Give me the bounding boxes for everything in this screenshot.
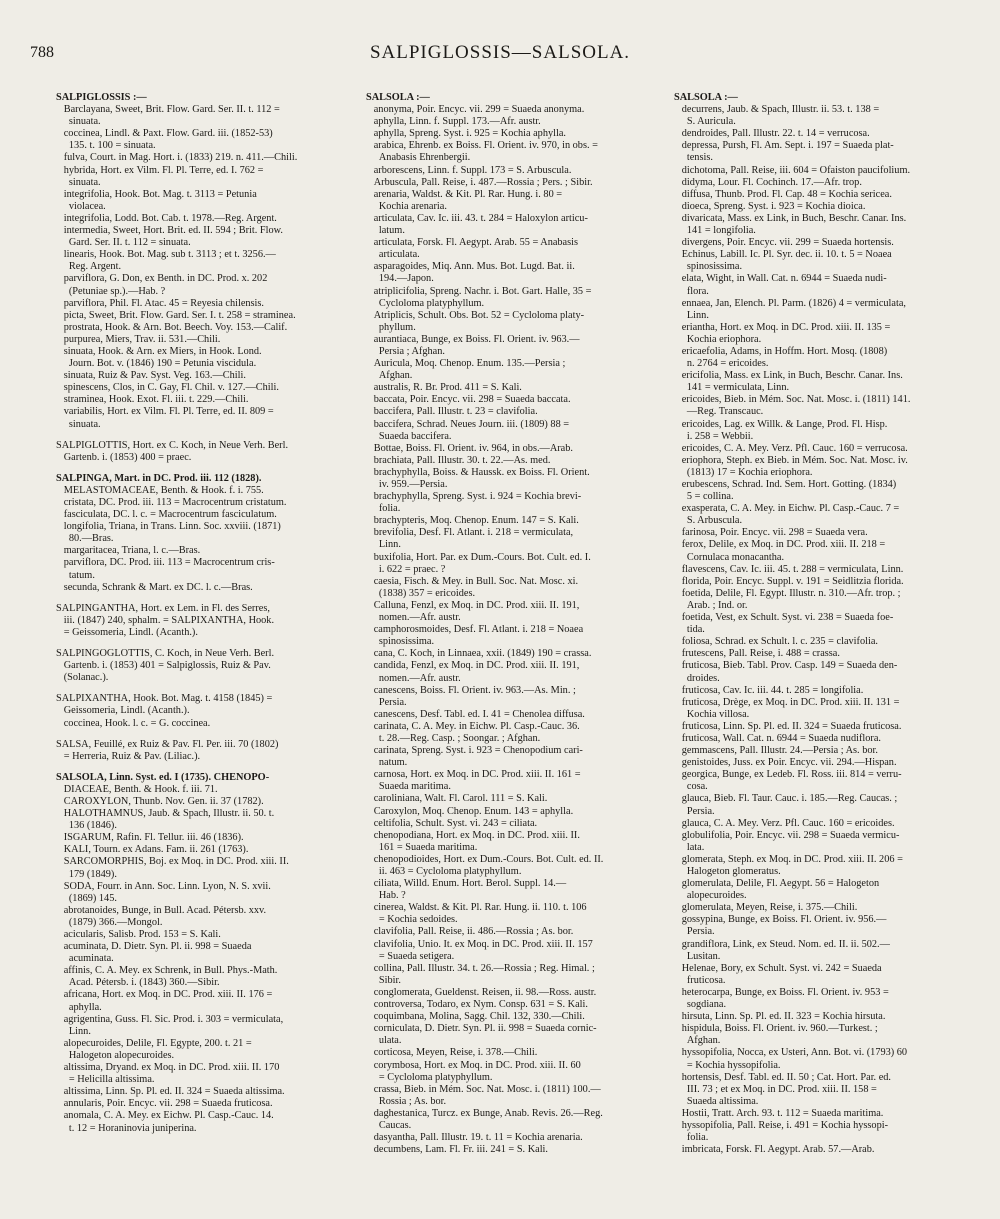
index-line: canescens, Boiss. Fl. Orient. iv. 963.—As. Min. ; xyxy=(366,684,576,696)
index-line: alopecuroides. xyxy=(674,890,747,902)
index-line: heterocarpa, Bunge, ex Boiss. Fl. Orient. iv. 953 = xyxy=(674,986,889,998)
index-line: ii. 463 = Cycloloma platyphyllum. xyxy=(366,866,522,877)
index-line: longifolia, Triana, in Trans. Linn. Soc. xxviii. (1871) xyxy=(56,521,281,533)
index-line: fruticosa, Linn. Sp. Pl. ed. II. 324 = Suaeda fruticosa. xyxy=(674,720,902,732)
index-line: violacea. xyxy=(56,200,106,212)
index-line: 179 (1849). xyxy=(56,868,117,880)
index-line: erubescens, Schrad. Ind. Sem. Hort. Gotting. (1834) xyxy=(674,479,897,490)
index-line: coccinea, Hook. l. c. = G. coccinea. xyxy=(56,717,211,729)
index-line: aphylla. xyxy=(56,1001,102,1013)
index-line: Gartenb. i. (1853) 401 = Salpiglossis, Ruiz & Pav. xyxy=(56,660,271,672)
index-line: daghestanica, Turcz. ex Bunge, Anab. Revis. 26.—Reg. xyxy=(366,1107,603,1119)
index-line: canescens, Desf. Tabl. ed. I. 41 = Chenolea diffusa. xyxy=(366,708,585,720)
genus-heading: SALSOLA :— xyxy=(674,92,738,103)
index-line: cana, C. Koch, in Linnaea, xxii. (1849) 190 = crassa. xyxy=(366,648,592,660)
entry-gap xyxy=(56,464,348,473)
index-line: fruticosa, Drège, ex Moq. in DC. Prod. xiii. II. 131 = xyxy=(674,696,900,708)
index-line: articulata. xyxy=(366,249,420,261)
index-line: eriophora, Steph. ex Bieb. in Mém. Soc. Nat. Mosc. iv. xyxy=(674,454,908,466)
index-line: spinescens, Clos, in C. Gay, Fl. Chil. v. 127.—Chili. xyxy=(56,382,279,394)
entry-gap xyxy=(56,431,348,440)
index-line: parviflora, Phil. Fl. Atac. 45 = Reyesia chilensis. xyxy=(56,297,264,309)
index-line: lata. xyxy=(674,841,705,853)
genus-heading: SALPINGA, Mart. in DC. Prod. iii. 112 (1828). xyxy=(56,472,262,484)
index-line: droides. xyxy=(674,672,720,684)
index-line: aurantiaca, Bunge, ex Boiss. Fl. Orient. iv. 963.— xyxy=(366,333,580,345)
index-line: corymbosa, Hort. ex Moq. in DC. Prod. xiii. II. 60 xyxy=(366,1059,581,1071)
index-line: aphylla, Linn. f. Suppl. 173.—Afr. austr. xyxy=(366,116,541,128)
index-line: (Solanac.). xyxy=(56,672,109,684)
index-line: farinosa, Poir. Encyc. vii. 298 = Suaeda vera. xyxy=(674,527,868,539)
index-line: folia. xyxy=(674,1132,709,1144)
index-line: cinerea, Waldst. & Kit. Pl. Rar. Hung. ii. 110. t. 106 xyxy=(366,902,587,914)
index-line: 161 = Suaeda maritima. xyxy=(366,841,478,853)
index-line: didyma, Lour. Fl. Cochinch. 17.—Afr. trop. xyxy=(674,176,862,188)
index-line: Persia. xyxy=(674,926,715,938)
index-line: ericoides, Lag. ex Willk. & Lange, Prod. Fl. Hisp. xyxy=(674,418,888,430)
index-line: SODA, Fourr. in Ann. Soc. Linn. Lyon, N. S. xvii. xyxy=(56,880,271,892)
index-line: (Petuniae sp.).—Hab. ? xyxy=(56,285,166,297)
index-line: ennaea, Jan, Elench. Pl. Parm. (1826) 4 = vermiculata, xyxy=(674,297,906,309)
index-line: Geissomeria, Lindl. (Acanth.). xyxy=(56,705,190,717)
index-line: Sibir. xyxy=(366,974,401,986)
index-line: abrotanoides, Bunge, in Bull. Acad. Pétersb. xxv. xyxy=(56,904,267,916)
index-line: arenaria, Waldst. & Kit. Pl. Rar. Hung. i. 80 = xyxy=(366,188,563,200)
index-line: caesia, Fisch. & Mey. in Bull. Soc. Nat. Mosc. xi. xyxy=(366,575,579,587)
index-line: 141 = longifolia. xyxy=(674,225,756,237)
index-line: baccifera, Pall. Illustr. t. 23 = clavifolia. xyxy=(366,406,538,418)
index-line: baccata, Poir. Encyc. vii. 298 = Suaeda baccata. xyxy=(366,394,571,406)
index-line: brachyphylla, Boiss. & Haussk. ex Boiss. Fl. Orient. xyxy=(366,466,590,478)
index-line: iii. (1847) 240, sphalm. = SALPIXANTHA, Hook. xyxy=(56,614,275,626)
index-line: affinis, C. A. Mey. ex Schrenk, in Bull. Phys.-Math. xyxy=(56,965,278,977)
index-line: ericoides, C. A. Mey. Verz. Pfl. Cauc. 160 = verrucosa. xyxy=(674,442,908,454)
index-line: Rossia ; As. bor. xyxy=(366,1095,447,1107)
index-line: S. Arbuscula. xyxy=(674,515,743,527)
index-line: glauca, Bieb. Fl. Taur. Cauc. i. 185.—Reg. Caucas. ; xyxy=(674,793,898,805)
index-line: Persia. xyxy=(366,696,407,708)
index-line: = Geissomeria, Lindl. (Acanth.). xyxy=(56,626,198,638)
index-line: Calluna, Fenzl, ex Moq. in DC. Prod. xiii. II. 191, xyxy=(366,599,580,611)
index-line: Caroxylon, Moq. Chenop. Enum. 143 = aphylla. xyxy=(366,805,574,817)
index-line: Echinus, Labill. Ic. Pl. Syr. dec. ii. 10. t. 5 = Noaea xyxy=(674,249,892,261)
index-line: glomerata, Steph. ex Moq. in DC. Prod. xiii. II. 206 = xyxy=(674,853,903,865)
index-line: tida. xyxy=(674,624,705,636)
index-line: i. 622 = praec. ? xyxy=(366,563,446,575)
index-line: intermedia, Sweet, Hort. Brit. ed. II. 594 ; Brit. Flow. xyxy=(56,225,283,237)
index-line: sinuata, Hook. & Arn. ex Miers, in Hook. Lond. xyxy=(56,345,262,357)
index-line: linearis, Hook. Bot. Mag. sub t. 3113 ; et t. 3256.— xyxy=(56,249,276,261)
index-line: ISGARUM, Rafin. Fl. Tellur. iii. 46 (1836). xyxy=(56,832,244,844)
index-line: parviflora, DC. Prod. iii. 113 = Macrocentrum cris- xyxy=(56,557,275,569)
index-line: altissima, Linn. Sp. Pl. ed. II. 324 = Suaeda altissima. xyxy=(56,1086,285,1098)
entry-gap xyxy=(56,763,348,772)
entry-gap xyxy=(56,730,348,739)
index-line: S. Auricula. xyxy=(674,116,736,128)
index-line: fruticosa, Cav. Ic. iii. 44. t. 285 = longifolia. xyxy=(674,684,864,696)
index-line: altissima, Dryand. ex Moq. in DC. Prod. xiii. II. 170 xyxy=(56,1062,280,1074)
index-line: decumbens, Lam. Fl. Fr. iii. 241 = S. Kali. xyxy=(366,1144,548,1156)
index-line: Afghan. xyxy=(674,1035,721,1047)
index-line: gemmascens, Pall. Illustr. 24.—Persia ; As. bor. xyxy=(674,745,878,757)
page-number: 788 xyxy=(30,44,54,61)
index-line: Reg. Argent. xyxy=(56,261,122,273)
index-line: annularis, Poir. Encyc. vii. 298 = Suaeda fruticosa. xyxy=(56,1098,273,1110)
index-line: acuminata, D. Dietr. Syn. Pl. ii. 998 = Suaeda xyxy=(56,941,252,953)
index-line: sinuata. xyxy=(56,418,101,430)
index-line: Suaeda baccifera. xyxy=(366,430,452,442)
index-line: fasciculata, DC. l. c. = Macrocentrum fasciculatum. xyxy=(56,509,277,521)
index-line: margaritacea, Triana, l. c.—Bras. xyxy=(56,545,201,557)
entry-gap xyxy=(56,594,348,603)
index-line: t. 28.—Reg. Casp. ; Soongar. ; Afghan. xyxy=(366,732,541,744)
index-line: Auricula, Moq. Chenop. Enum. 135.—Persia ; xyxy=(366,358,566,370)
index-line: divaricata, Mass. ex Link, in Buch, Beschr. Canar. Ins. xyxy=(674,212,907,224)
index-line: grandiflora, Link, ex Steud. Nom. ed. II. ii. 502.— xyxy=(674,938,890,950)
index-line: prostrata, Hook. & Arn. Bot. Beech. Voy. 153.—Calif. xyxy=(56,321,288,333)
index-line: = Cycloloma platyphyllum. xyxy=(366,1071,493,1083)
index-line: SALPINGOGLOTTIS, C. Koch, in Neue Verh. Berl. xyxy=(56,648,275,660)
index-line: dioeca, Spreng. Syst. i. 923 = Kochia dioica. xyxy=(674,200,866,212)
index-line: = Kochia hyssopifolia. xyxy=(674,1059,781,1071)
index-line: glomerulata, Meyen, Reise, i. 375.—Chili. xyxy=(674,902,858,914)
index-line: Gartenb. i. (1853) 400 = praec. xyxy=(56,451,192,463)
index-line: 194.—Japon. xyxy=(366,273,434,285)
index-line: SALPIXANTHA, Hook. Bot. Mag. t. 4158 (1845) = xyxy=(56,693,273,705)
running-head: SALPIGLOSSIS—SALSOLA. xyxy=(369,42,631,63)
index-line: florida, Poir. Encyc. Suppl. v. 191 = Seidlitzia florida. xyxy=(674,575,904,587)
index-line: brachypteris, Moq. Chenop. Enum. 147 = S. Kali. xyxy=(366,515,579,527)
index-line: Helenae, Bory, ex Schult. Syst. vi. 242 = Suaeda xyxy=(674,962,882,974)
index-line: articulata, Forsk. Fl. Aegypt. Arab. 55 = Anabasis xyxy=(366,237,579,249)
index-line: iv. 959.—Persia. xyxy=(366,479,448,490)
index-line: chenopodioides, Hort. ex Dum.-Cours. Bot. Cult. ed. II. xyxy=(366,853,604,865)
index-line: brachiata, Pall. Illustr. 30. t. 22.—As. med. xyxy=(366,454,551,466)
index-line: arabica, Ehrenb. ex Boiss. Fl. Orient. iv. 970, in obs. = xyxy=(366,140,598,152)
index-line: fruticosa, Wall. Cat. n. 6944 = Suaeda nudiflora. xyxy=(674,732,881,744)
index-line: DIACEAE, Benth. & Hook. f. iii. 71. xyxy=(56,783,218,795)
index-line: Arab. ; Ind. or. xyxy=(674,599,748,611)
index-line: diffusa, Thunb. Prod. Fl. Cap. 48 = Kochia sericea. xyxy=(674,188,892,200)
index-line: nomen.—Afr. austr. xyxy=(366,612,461,624)
index-line: n. 2764 = ericoides. xyxy=(674,358,769,370)
index-line: Journ. Bot. v. (1846) 190 = Petunia viscidula. xyxy=(56,358,257,370)
index-column-1 xyxy=(56,92,348,1192)
index-line: Linn. xyxy=(674,309,709,321)
index-line: foetida, Delile, Fl. Egypt. Illustr. n. 310.—Afr. trop. ; xyxy=(674,587,901,599)
index-line: Kochia villosa. xyxy=(674,708,750,720)
index-line: Kochia arenaria. xyxy=(366,200,447,212)
index-line: (1813) 17 = Kochia eriophora. xyxy=(674,466,813,478)
index-line: (1879) 366.—Mongol. xyxy=(56,916,163,928)
index-line: Linn. xyxy=(56,1025,91,1037)
entry-gap xyxy=(56,684,348,693)
index-line: glauca, C. A. Mey. Verz. Pfl. Cauc. 160 = ericoides. xyxy=(674,817,895,829)
index-line: latum. xyxy=(366,225,405,237)
index-line: atriplicifolia, Spreng. Nachr. i. Bot. Gart. Halle, 35 = xyxy=(366,285,592,297)
index-line: candida, Fenzl, ex Moq. in DC. Prod. xiii. II. 191, xyxy=(366,660,580,672)
index-line: Anabasis Ehrenbergii. xyxy=(366,152,471,164)
index-line: secunda, Schrank & Mart. ex DC. l. c.—Bras. xyxy=(56,581,253,593)
index-line: (1838) 357 = ericoides. xyxy=(366,587,476,599)
index-line: eriantha, Hort. ex Moq. in DC. Prod. xiii. II. 135 = xyxy=(674,321,891,333)
index-line: carinata, Spreng. Syst. i. 923 = Chenopodium cari- xyxy=(366,745,583,757)
index-line: anomala, C. A. Mey. ex Eichw. Pl. Casp.-Cauc. 14. xyxy=(56,1110,274,1122)
index-line: —Reg. Transcauc. xyxy=(674,406,764,418)
index-line: ericaefolia, Adams, in Hoffm. Hort. Mosq. (1808) xyxy=(674,345,888,357)
index-line: Persia. xyxy=(674,805,715,817)
index-line: = Herreria, Ruiz & Pav. (Liliac.). xyxy=(56,750,201,762)
index-line: Linn. xyxy=(366,539,401,551)
index-line: Caucas. xyxy=(366,1119,412,1131)
index-line: arborescens, Linn. f. Suppl. 173 = S. Arbuscula. xyxy=(366,164,572,176)
index-line: SALPIGLOTTIS, Hort. ex C. Koch, in Neue Verh. Berl. xyxy=(56,439,289,451)
index-line: Atriplicis, Schult. Obs. Bot. 52 = Cycloloma platy- xyxy=(366,309,585,321)
index-line: Arbuscula, Pall. Reise, i. 487.—Rossia ; Pers. ; Sibir. xyxy=(366,176,593,188)
index-line: buxifolia, Hort. Par. ex Dum.-Cours. Bot. Cult. ed. I. xyxy=(366,551,591,563)
index-line: Acad. Pétersb. i. (1843) 360.—Sibir. xyxy=(56,977,220,989)
index-line: integrifolia, Lodd. Bot. Cab. t. 1978.—Reg. Argent. xyxy=(56,212,277,224)
index-line: integrifolia, Hook. Bot. Mag. t. 3113 = Petunia xyxy=(56,188,257,200)
index-line: fruticosa, Bieb. Tabl. Prov. Casp. 149 = Suaeda den- xyxy=(674,660,898,672)
index-line: MELASTOMACEAE, Benth. & Hook. f. i. 755. xyxy=(56,484,264,496)
index-line: decurrens, Jaub. & Spach, Illustr. ii. 53. t. 138 = xyxy=(674,104,880,116)
index-line: Cycloloma platyphyllum. xyxy=(366,297,485,309)
index-line: 136 (1846). xyxy=(56,820,117,832)
index-line: caroliniana, Walt. Fl. Carol. 111 = S. Kali. xyxy=(366,793,548,805)
index-line: parviflora, G. Don, ex Benth. in DC. Prod. x. 202 xyxy=(56,273,268,285)
index-line: cristata, DC. Prod. iii. 113 = Macrocentrum cristatum. xyxy=(56,497,287,508)
index-line: III. 73 ; et ex Moq. in DC. Prod. xiii. II. 158 = xyxy=(674,1083,877,1095)
index-line: dasyantha, Pall. Illustr. 19. t. 11 = Kochia arenaria. xyxy=(366,1132,583,1144)
index-line: ericifolia, Mass. ex Link, in Buch, Beschr. Canar. Ins. xyxy=(674,370,903,382)
index-line: camphorosmoides, Desf. Fl. Atlant. i. 218 = Noaea xyxy=(366,624,584,636)
index-line: globulifolia, Poir. Encyc. vii. 298 = Suaeda vermicu- xyxy=(674,829,900,841)
index-line: coccinea, Lindl. & Paxt. Flow. Gard. iii. (1852-53) xyxy=(56,128,273,140)
index-line: foliosa, Schrad. ex Schult. l. c. 235 = clavifolia. xyxy=(674,636,878,648)
index-line: Hostii, Tratt. Arch. 93. t. 112 = Suaeda maritima. xyxy=(674,1107,884,1119)
index-line: controversa, Todaro, ex Nym. Consp. 631 = S. Kali. xyxy=(366,999,588,1011)
index-line: dendroides, Pall. Illustr. 22. t. 14 = verrucosa. xyxy=(674,128,870,140)
index-line: exasperata, C. A. Mey. in Eichw. Pl. Casp.-Cauc. 7 = xyxy=(674,503,900,515)
index-line: genistoides, Juss. ex Poir. Encyc. vii. 294.—Hispan. xyxy=(674,757,897,769)
index-line: anonyma, Poir. Encyc. vii. 299 = Suaeda anonyma. xyxy=(366,104,585,116)
index-line: acicularis, Salisb. Prod. 153 = S. Kali. xyxy=(56,929,221,940)
index-line: hortensis, Desf. Tabl. ed. II. 50 ; Cat. Hort. Par. ed. xyxy=(674,1071,892,1083)
index-line: brevifolia, Desf. Fl. Atlant. i. 218 = vermiculata, xyxy=(366,527,574,539)
index-line: Gard. Ser. II. t. 112 = sinuata. xyxy=(56,237,191,249)
index-line: natum. xyxy=(366,757,408,769)
index-line: hispidula, Boiss. Fl. Orient. iv. 960.—Turkest. ; xyxy=(674,1023,878,1035)
index-line: dichotoma, Pall. Reise, iii. 604 = Ofaiston paucifolium. xyxy=(674,164,911,176)
index-line: crassa, Bieb. in Mém. Soc. Nat. Mosc. i. (1811) 100.— xyxy=(366,1083,601,1095)
index-line: Kochia eriophora. xyxy=(674,333,762,345)
index-line: = Suaeda setigera. xyxy=(366,950,455,962)
index-column-2 xyxy=(366,92,658,1192)
index-line: 80.—Bras. xyxy=(56,533,114,545)
index-line: hirsuta, Linn. Sp. Pl. ed. II. 323 = Kochia hirsuta. xyxy=(674,1011,886,1023)
index-line: fruticosa. xyxy=(674,974,726,986)
index-line: elata, Wight, in Wall. Cat. n. 6944 = Suaeda nudi- xyxy=(674,273,887,285)
index-line: Hab. ? xyxy=(366,890,406,902)
index-line: 141 = vermiculata, Linn. xyxy=(674,382,790,394)
index-line: corniculata, D. Dietr. Syn. Pl. ii. 998 = Suaeda cornic- xyxy=(366,1023,597,1035)
index-line: tensis. xyxy=(674,152,713,164)
index-line: 135. t. 100 = sinuata. xyxy=(56,140,156,152)
index-line: = Helicilla altissima. xyxy=(56,1074,155,1086)
index-line: CAROXYLON, Thunb. Nov. Gen. ii. 37 (1782). xyxy=(56,795,264,807)
genus-heading: SALSOLA, Linn. Syst. ed. I (1735). CHENOPO- xyxy=(56,771,270,783)
index-line: georgica, Bunge, ex Ledeb. Fl. Ross. iii. 814 = verru- xyxy=(674,769,902,781)
index-line: conglomerata, Gueldenst. Reisen, ii. 98.—Ross. austr. xyxy=(366,986,597,998)
index-line: KALI, Tourn. ex Adans. Fam. ii. 261 (1763). xyxy=(56,844,249,856)
index-line: t. 12 = Horaninovia juniperina. xyxy=(56,1122,197,1134)
index-line: corticosa, Meyen, Reise, i. 378.—Chili. xyxy=(366,1047,538,1059)
index-line: Suaeda altissima. xyxy=(674,1095,759,1107)
index-line: Suaeda maritima. xyxy=(366,781,451,793)
index-line: aphylla, Spreng. Syst. i. 925 = Kochia aphylla. xyxy=(366,128,566,140)
index-line: (1869) 145. xyxy=(56,892,117,904)
index-line: ulata. xyxy=(366,1035,402,1047)
index-line: fulva, Court. in Mag. Hort. i. (1833) 219. n. 411.—Chili. xyxy=(56,152,298,164)
index-line: folia. xyxy=(366,503,401,515)
index-line: spinosissima. xyxy=(366,636,435,648)
index-line: flora. xyxy=(674,285,709,297)
index-line: picta, Sweet, Brit. Flow. Gard. Ser. I. t. 258 = straminea. xyxy=(56,309,296,321)
index-line: Halogeton alopecuroides. xyxy=(56,1049,175,1061)
index-line: ferox, Delile, ex Moq. in DC. Prod. xiii. II. 218 = xyxy=(674,539,886,551)
index-line: acuminata. xyxy=(56,953,114,965)
index-line: coquimbana, Molina, Sagg. Chil. 132, 330.—Chili. xyxy=(366,1011,585,1023)
index-line: clavifolia, Unio. It. ex Moq. in DC. Prod. xiii. II. 157 xyxy=(366,938,593,950)
index-line: Afghan. xyxy=(366,370,413,382)
index-line: depressa, Pursh, Fl. Am. Sept. i. 197 = Suaeda plat- xyxy=(674,140,894,152)
index-line: Halogeton glomeratus. xyxy=(674,866,781,877)
index-line: purpurea, Miers, Trav. ii. 531.—Chili. xyxy=(56,333,221,345)
index-line: 5 = collina. xyxy=(674,491,734,503)
index-line: Barclayana, Sweet, Brit. Flow. Gard. Ser. II. t. 112 = xyxy=(56,104,280,116)
index-line: HALOTHAMNUS, Jaub. & Spach, Illustr. ii. 50. t. xyxy=(56,808,275,820)
index-line: hybrida, Hort. ex Vilm. Fl. Pl. Terre, ed. I. 762 = xyxy=(56,164,264,176)
index-line: ericoides, Bieb. in Mém. Soc. Nat. Mosc. i. (1811) 141. xyxy=(674,394,911,406)
index-line: variabilis, Hort. ex Vilm. Fl. Pl. Terre, ed. II. 809 = xyxy=(56,406,274,418)
index-line: spinosissima. xyxy=(674,261,743,273)
index-line: agrigentina, Guss. Fl. Sic. Prod. i. 303 = vermiculata, xyxy=(56,1013,284,1025)
index-column-3 xyxy=(674,92,966,1192)
index-line: divergens, Poir. Encyc. vii. 299 = Suaeda hortensis. xyxy=(674,237,894,249)
entry-gap xyxy=(56,639,348,648)
index-line: gossypina, Bunge, ex Boiss. Fl. Orient. iv. 956.— xyxy=(674,914,887,926)
index-line: SALSA, Feuillé, ex Ruiz & Pav. Fl. Per. iii. 70 (1802) xyxy=(56,738,279,750)
index-line: cosa. xyxy=(674,781,708,793)
index-line: alopecuroides, Delile, Fl. Egypte, 200. t. 21 = xyxy=(56,1037,252,1049)
index-line: hyssopifolia, Pall. Reise, i. 491 = Kochia hyssopi- xyxy=(674,1119,889,1131)
index-line: africana, Hort. ex Moq. in DC. Prod. xiii. II. 176 = xyxy=(56,989,273,1001)
index-line: carinata, C. A. Mey. in Eichw. Pl. Casp.-Cauc. 36. xyxy=(366,720,580,732)
index-line: Persia ; Afghan. xyxy=(366,345,445,357)
index-line: SALPINGANTHA, Hort. ex Lem. in Fl. des Serres, xyxy=(56,602,270,614)
index-line: celtifolia, Schult. Syst. vi. 243 = ciliata. xyxy=(366,817,538,829)
index-line: i. 258 = Webbii. xyxy=(674,430,754,442)
index-line: brachyphylla, Spreng. Syst. i. 924 = Kochia brevi- xyxy=(366,491,582,503)
index-line: sinuata. xyxy=(56,176,101,188)
index-line: baccifera, Schrad. Neues Journ. iii. (1809) 88 = xyxy=(366,418,570,430)
index-line: frutescens, Pall. Reise, i. 488 = crassa. xyxy=(674,648,840,660)
index-line: flavescens, Cav. Ic. iii. 45. t. 288 = vermiculata, Linn. xyxy=(674,563,904,575)
index-line: SARCOMORPHIS, Boj. ex Moq. in DC. Prod. xiii. II. xyxy=(56,856,289,868)
index-line: ciliata, Willd. Enum. Hort. Berol. Suppl. 14.— xyxy=(366,878,567,890)
genus-heading: SALSOLA :— xyxy=(366,92,430,103)
index-line: asparagoides, Miq. Ann. Mus. Bot. Lugd. Bat. ii. xyxy=(366,261,575,273)
index-line: glomerulata, Delile, Fl. Aegypt. 56 = Halogeton xyxy=(674,878,880,890)
index-line: Cornulaca monacantha. xyxy=(674,551,785,563)
index-line: = Kochia sedoides. xyxy=(366,914,458,926)
index-line: articulata, Cav. Ic. iii. 43. t. 284 = Haloxylon articu- xyxy=(366,212,588,224)
index-line: carnosa, Hort. ex Moq. in DC. Prod. xiii. II. 161 = xyxy=(366,769,581,781)
index-line: clavifolia, Pall. Reise, ii. 486.—Rossia ; As. bor. xyxy=(366,926,574,938)
index-line: sinuata, Ruiz & Pav. Syst. Veg. 163.—Chili. xyxy=(56,370,246,382)
index-line: nomen.—Afr. austr. xyxy=(366,672,461,684)
index-line: Lusitan. xyxy=(674,950,721,962)
index-line: phyllum. xyxy=(366,321,416,333)
index-line: sogdiana. xyxy=(674,999,727,1011)
index-line: foetida, Vest, ex Schult. Syst. vi. 238 = Suaeda foe- xyxy=(674,612,894,624)
index-line: australis, R. Br. Prod. 411 = S. Kali. xyxy=(366,382,522,394)
index-line: chenopodiana, Hort. ex Moq. in DC. Prod. xiii. II. xyxy=(366,829,580,841)
index-line: imbricata, Forsk. Fl. Aegypt. Arab. 57.—Arab. xyxy=(674,1144,875,1156)
index-line: sinuata. xyxy=(56,116,101,128)
index-line: Bottae, Boiss. Fl. Orient. iv. 964, in obs.—Arab. xyxy=(366,442,573,454)
genus-heading: SALPIGLOSSIS :— xyxy=(56,92,147,103)
index-line: tatum. xyxy=(56,569,95,581)
index-line: hyssopifolia, Nocca, ex Usteri, Ann. Bot. vi. (1793) 60 xyxy=(674,1047,908,1059)
index-line: collina, Pall. Illustr. 34. t. 26.—Rossia ; Reg. Himal. ; xyxy=(366,962,595,974)
index-line: straminea, Hook. Exot. Fl. iii. t. 229.—Chili. xyxy=(56,394,249,406)
